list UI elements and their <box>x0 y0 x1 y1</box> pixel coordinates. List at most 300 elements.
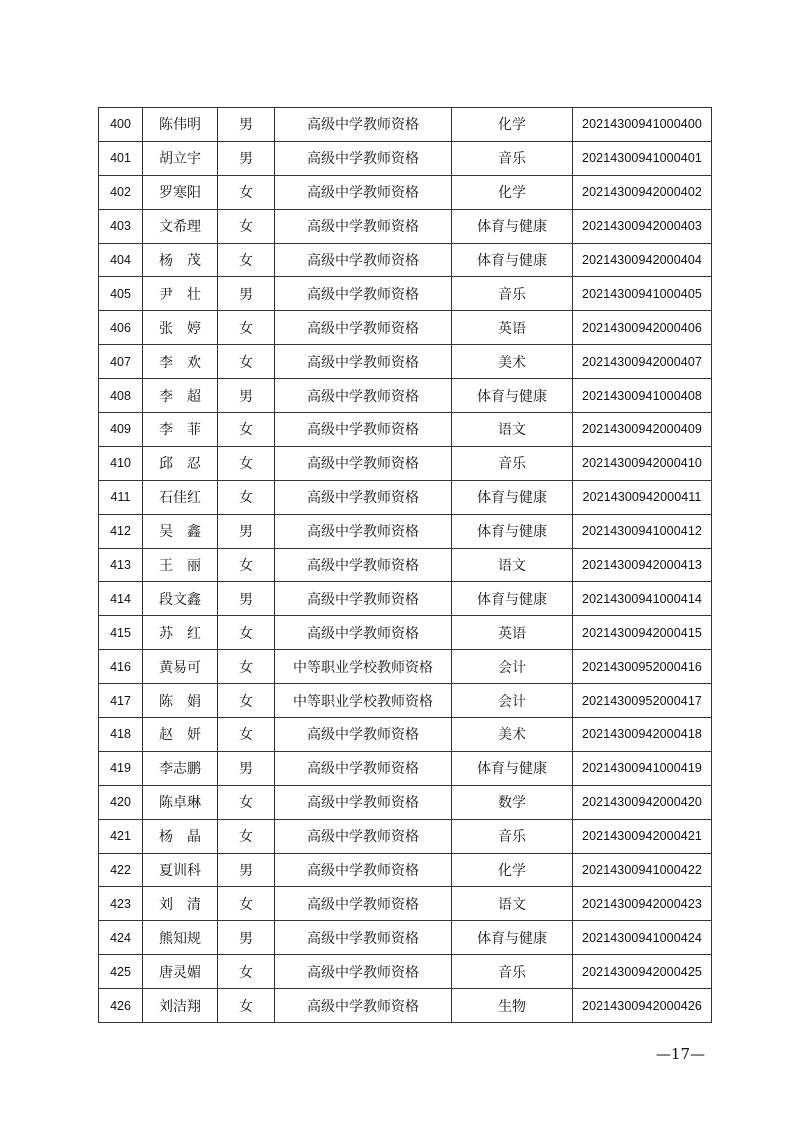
name-cell <box>143 684 218 718</box>
certificate-number-cell <box>573 853 712 887</box>
table-row <box>99 582 712 616</box>
row-number-text: 420 <box>110 795 131 810</box>
name-cell <box>143 718 218 752</box>
qualification-text: 高级中学教师资格 <box>307 558 419 575</box>
gender-cell <box>218 582 275 616</box>
name-cell <box>143 616 218 650</box>
name-text: 李菲 <box>159 422 215 439</box>
row-number-text: 414 <box>110 591 131 606</box>
name-text: 刘清 <box>159 896 215 913</box>
certificate-number-cell <box>573 379 712 413</box>
subject-text: 生物 <box>498 998 526 1015</box>
certificate-number-text: 20214300942000423 <box>582 896 702 911</box>
gender-text: 女 <box>239 422 253 439</box>
row-number-text: 412 <box>110 524 131 539</box>
gender-text: 女 <box>239 998 253 1015</box>
row-number-text: 411 <box>110 490 131 505</box>
table-row <box>99 921 712 955</box>
gender-cell <box>218 785 275 819</box>
gender-cell <box>218 175 275 209</box>
gender-cell <box>218 887 275 921</box>
row-number-text: 405 <box>110 286 131 301</box>
gender-cell <box>218 921 275 955</box>
qualification-cell <box>275 243 452 277</box>
row-number-cell <box>99 209 143 243</box>
certificate-number-text: 20214300942000407 <box>582 354 702 369</box>
gender-text: 男 <box>239 388 253 405</box>
gender-cell <box>218 413 275 447</box>
name-text: 熊知规 <box>159 930 201 947</box>
certificate-number-cell <box>573 108 712 142</box>
gender-text: 男 <box>239 930 253 947</box>
qualification-cell <box>275 209 452 243</box>
certificate-number-cell <box>573 141 712 175</box>
table-row <box>99 616 712 650</box>
row-number-cell <box>99 413 143 447</box>
name-cell <box>143 582 218 616</box>
row-number-text: 410 <box>110 456 131 471</box>
certificate-number-cell <box>573 446 712 480</box>
subject-text: 体育与健康 <box>477 591 547 608</box>
row-number-text: 409 <box>110 422 131 437</box>
subject-cell <box>452 955 573 989</box>
gender-text: 女 <box>239 490 253 507</box>
subject-cell <box>452 345 573 379</box>
name-cell <box>143 921 218 955</box>
certificate-number-text: 20214300942000418 <box>582 727 702 742</box>
name-cell <box>143 108 218 142</box>
name-cell <box>143 277 218 311</box>
qualification-text: 高级中学教师资格 <box>307 422 419 439</box>
certificate-number-text: 20214300941000422 <box>582 863 702 878</box>
name-text: 苏红 <box>159 625 215 642</box>
qualification-cell <box>275 819 452 853</box>
gender-cell <box>218 446 275 480</box>
certificate-number-text: 20214300942000413 <box>582 558 702 573</box>
qualification-cell <box>275 718 452 752</box>
gender-text: 女 <box>239 829 253 846</box>
row-number-cell <box>99 175 143 209</box>
certificate-number-cell <box>573 718 712 752</box>
name-cell <box>143 413 218 447</box>
name-text: 段文鑫 <box>159 591 201 608</box>
subject-cell <box>452 751 573 785</box>
subject-cell <box>452 921 573 955</box>
certificate-number-text: 20214300952000417 <box>582 693 702 708</box>
certificate-number-text: 20214300941000408 <box>582 388 702 403</box>
name-cell <box>143 650 218 684</box>
subject-text: 化学 <box>498 863 526 880</box>
subject-text: 体育与健康 <box>477 524 547 541</box>
certificate-number-cell <box>573 175 712 209</box>
certificate-number-cell <box>573 514 712 548</box>
gender-text: 男 <box>239 117 253 134</box>
qualification-cell <box>275 548 452 582</box>
certificate-number-cell <box>573 921 712 955</box>
subject-text: 语文 <box>498 558 526 575</box>
table-row <box>99 955 712 989</box>
row-number-text: 416 <box>110 659 131 674</box>
gender-cell <box>218 989 275 1023</box>
qualification-cell <box>275 955 452 989</box>
qualification-cell <box>275 413 452 447</box>
certificate-number-text: 20214300942000403 <box>582 219 702 234</box>
certificate-number-cell <box>573 616 712 650</box>
name-text: 夏训科 <box>159 863 201 880</box>
row-number-cell <box>99 887 143 921</box>
row-number-text: 417 <box>110 693 131 708</box>
table-row <box>99 514 712 548</box>
subject-text: 英语 <box>498 625 526 642</box>
row-number-cell <box>99 955 143 989</box>
table-row <box>99 141 712 175</box>
gender-cell <box>218 243 275 277</box>
row-number-text: 422 <box>110 863 131 878</box>
qualification-cell <box>275 751 452 785</box>
row-number-text: 413 <box>110 558 131 573</box>
subject-text: 体育与健康 <box>477 219 547 236</box>
certificate-number-text: 20214300942000406 <box>582 320 702 335</box>
qualification-cell <box>275 108 452 142</box>
gender-text: 女 <box>239 964 253 981</box>
name-cell <box>143 480 218 514</box>
certificate-number-text: 20214300942000426 <box>582 998 702 1013</box>
row-number-text: 408 <box>110 388 131 403</box>
subject-text: 数学 <box>498 795 526 812</box>
qualification-text: 高级中学教师资格 <box>307 286 419 303</box>
gender-cell <box>218 650 275 684</box>
gender-cell <box>218 751 275 785</box>
row-number-cell <box>99 514 143 548</box>
row-number-text: 425 <box>110 964 131 979</box>
gender-text: 男 <box>239 761 253 778</box>
gender-cell <box>218 345 275 379</box>
table-row <box>99 751 712 785</box>
certificate-number-cell <box>573 887 712 921</box>
gender-text: 女 <box>239 219 253 236</box>
qualification-cell <box>275 379 452 413</box>
qualification-cell <box>275 582 452 616</box>
subject-cell <box>452 582 573 616</box>
table-row <box>99 785 712 819</box>
name-text: 吴鑫 <box>159 524 215 541</box>
certificate-number-cell <box>573 548 712 582</box>
subject-cell <box>452 616 573 650</box>
certificate-number-text: 20214300942000409 <box>582 422 702 437</box>
gender-cell <box>218 955 275 989</box>
qualification-text: 高级中学教师资格 <box>307 863 419 880</box>
name-cell <box>143 446 218 480</box>
row-number-cell <box>99 548 143 582</box>
qualification-cell <box>275 989 452 1023</box>
row-number-text: 419 <box>110 761 131 776</box>
table-row <box>99 650 712 684</box>
gender-cell <box>218 616 275 650</box>
row-number-cell <box>99 480 143 514</box>
gender-cell <box>218 514 275 548</box>
subject-cell <box>452 514 573 548</box>
certificate-number-text: 20214300941000419 <box>582 761 702 776</box>
row-number-text: 421 <box>110 829 131 844</box>
roster-table-body <box>99 108 712 1023</box>
row-number-cell <box>99 684 143 718</box>
certificate-number-cell <box>573 345 712 379</box>
certificate-number-cell <box>573 650 712 684</box>
qualification-text: 高级中学教师资格 <box>307 727 419 744</box>
row-number-cell <box>99 311 143 345</box>
name-text: 李超 <box>159 388 215 405</box>
gender-cell <box>218 718 275 752</box>
name-cell <box>143 209 218 243</box>
table-row <box>99 243 712 277</box>
subject-cell <box>452 413 573 447</box>
subject-text: 化学 <box>498 185 526 202</box>
name-text: 赵妍 <box>159 727 215 744</box>
table-row <box>99 548 712 582</box>
subject-cell <box>452 718 573 752</box>
qualification-cell <box>275 277 452 311</box>
certificate-number-cell <box>573 243 712 277</box>
qualification-text: 高级中学教师资格 <box>307 219 419 236</box>
certificate-number-cell <box>573 785 712 819</box>
row-number-text: 407 <box>110 354 131 369</box>
row-number-cell <box>99 853 143 887</box>
qualification-cell <box>275 175 452 209</box>
gender-text: 女 <box>239 795 253 812</box>
row-number-cell <box>99 277 143 311</box>
qualification-cell <box>275 311 452 345</box>
qualification-cell <box>275 480 452 514</box>
table-row <box>99 379 712 413</box>
subject-text: 英语 <box>498 320 526 337</box>
subject-text: 美术 <box>498 727 526 744</box>
subject-text: 体育与健康 <box>477 388 547 405</box>
qualification-text: 高级中学教师资格 <box>307 625 419 642</box>
certificate-number-text: 20214300941000400 <box>582 117 702 132</box>
gender-text: 男 <box>239 591 253 608</box>
name-cell <box>143 887 218 921</box>
qualification-text: 高级中学教师资格 <box>307 456 419 473</box>
name-text: 文希理 <box>159 219 201 236</box>
gender-text: 男 <box>239 151 253 168</box>
gender-text: 女 <box>239 625 253 642</box>
row-number-text: 403 <box>110 219 131 234</box>
gender-text: 女 <box>239 727 253 744</box>
subject-cell <box>452 887 573 921</box>
subject-text: 会计 <box>498 693 526 710</box>
subject-cell <box>452 989 573 1023</box>
row-number-text: 426 <box>110 998 131 1013</box>
name-cell <box>143 853 218 887</box>
row-number-text: 406 <box>110 320 131 335</box>
qualification-cell <box>275 650 452 684</box>
subject-cell <box>452 446 573 480</box>
gender-text: 女 <box>239 456 253 473</box>
qualification-text: 高级中学教师资格 <box>307 185 419 202</box>
row-number-cell <box>99 141 143 175</box>
subject-text: 语文 <box>498 422 526 439</box>
subject-cell <box>452 141 573 175</box>
roster-table <box>98 107 712 1023</box>
table-row <box>99 853 712 887</box>
name-cell <box>143 819 218 853</box>
name-text: 罗寒阳 <box>159 185 201 202</box>
row-number-cell <box>99 582 143 616</box>
name-text: 杨晶 <box>159 829 215 846</box>
row-number-text: 400 <box>110 117 131 132</box>
certificate-number-cell <box>573 480 712 514</box>
certificate-number-text: 20214300941000412 <box>582 524 702 539</box>
name-cell <box>143 785 218 819</box>
qualification-text: 中等职业学校教师资格 <box>293 693 433 710</box>
name-text: 陈伟明 <box>159 117 201 134</box>
certificate-number-text: 20214300942000404 <box>582 253 702 267</box>
row-number-cell <box>99 751 143 785</box>
certificate-number-text: 20214300942000425 <box>582 964 702 979</box>
gender-text: 男 <box>239 863 253 880</box>
table-row <box>99 311 712 345</box>
qualification-text: 高级中学教师资格 <box>307 320 419 337</box>
row-number-text: 423 <box>110 896 131 911</box>
subject-text: 化学 <box>498 117 526 134</box>
subject-text: 语文 <box>498 896 526 913</box>
certificate-number-text: 20214300941000401 <box>582 151 702 166</box>
certificate-number-cell <box>573 413 712 447</box>
certificate-number-text: 20214300942000415 <box>582 625 702 640</box>
table-row <box>99 108 712 142</box>
name-cell <box>143 175 218 209</box>
subject-text: 体育与健康 <box>477 253 547 269</box>
qualification-text: 高级中学教师资格 <box>307 964 419 981</box>
row-number-text: 404 <box>110 253 131 267</box>
gender-text: 女 <box>239 558 253 575</box>
subject-cell <box>452 819 573 853</box>
certificate-number-text: 20214300942000421 <box>582 829 702 844</box>
qualification-text: 高级中学教师资格 <box>307 524 419 541</box>
qualification-text: 高级中学教师资格 <box>307 253 419 269</box>
row-number-cell <box>99 989 143 1023</box>
name-cell <box>143 243 218 277</box>
name-cell <box>143 345 218 379</box>
row-number-cell <box>99 921 143 955</box>
table-row <box>99 413 712 447</box>
subject-text: 体育与健康 <box>477 490 547 507</box>
qualification-text: 高级中学教师资格 <box>307 795 419 812</box>
certificate-number-cell <box>573 684 712 718</box>
qualification-text: 中等职业学校教师资格 <box>293 659 433 676</box>
page-number: —17— <box>655 1045 705 1063</box>
row-number-cell <box>99 819 143 853</box>
subject-text: 音乐 <box>498 286 526 303</box>
subject-cell <box>452 243 573 277</box>
subject-cell <box>452 209 573 243</box>
name-cell <box>143 379 218 413</box>
subject-cell <box>452 277 573 311</box>
gender-cell <box>218 277 275 311</box>
gender-cell <box>218 209 275 243</box>
name-text: 唐灵媚 <box>159 964 201 981</box>
table-row <box>99 345 712 379</box>
certificate-number-text: 20214300941000424 <box>582 930 702 945</box>
certificate-number-cell <box>573 311 712 345</box>
name-cell <box>143 311 218 345</box>
name-cell <box>143 548 218 582</box>
table-row <box>99 989 712 1023</box>
table-row <box>99 684 712 718</box>
certificate-number-cell <box>573 819 712 853</box>
certificate-number-cell <box>573 209 712 243</box>
gender-cell <box>218 480 275 514</box>
row-number-cell <box>99 379 143 413</box>
gender-text: 女 <box>239 185 253 202</box>
table-row <box>99 277 712 311</box>
gender-cell <box>218 819 275 853</box>
subject-text: 体育与健康 <box>477 761 547 778</box>
certificate-number-cell <box>573 751 712 785</box>
subject-text: 会计 <box>498 659 526 676</box>
qualification-text: 高级中学教师资格 <box>307 354 419 371</box>
gender-cell <box>218 108 275 142</box>
gender-cell <box>218 141 275 175</box>
subject-cell <box>452 785 573 819</box>
row-number-text: 415 <box>110 625 131 640</box>
qualification-cell <box>275 616 452 650</box>
certificate-number-cell <box>573 277 712 311</box>
row-number-text: 402 <box>110 185 131 200</box>
name-text: 邱忍 <box>159 456 215 473</box>
name-text: 张婷 <box>159 320 215 337</box>
gender-text: 女 <box>239 354 253 371</box>
qualification-text: 高级中学教师资格 <box>307 930 419 947</box>
gender-cell <box>218 853 275 887</box>
table-row <box>99 887 712 921</box>
subject-cell <box>452 684 573 718</box>
certificate-number-text: 20214300942000411 <box>582 490 702 505</box>
name-text: 刘洁翔 <box>159 998 201 1015</box>
subject-text: 美术 <box>498 354 526 371</box>
name-cell <box>143 141 218 175</box>
qualification-cell <box>275 141 452 175</box>
subject-text: 音乐 <box>498 151 526 168</box>
certificate-number-cell <box>573 582 712 616</box>
name-text: 李欢 <box>159 354 215 371</box>
gender-text: 男 <box>239 286 253 303</box>
qualification-text: 高级中学教师资格 <box>307 591 419 608</box>
subject-cell <box>452 650 573 684</box>
subject-text: 音乐 <box>498 456 526 473</box>
qualification-cell <box>275 785 452 819</box>
table-row <box>99 175 712 209</box>
subject-cell <box>452 108 573 142</box>
qualification-cell <box>275 446 452 480</box>
qualification-text: 高级中学教师资格 <box>307 896 419 913</box>
name-text: 杨茂 <box>159 253 215 269</box>
row-number-cell <box>99 345 143 379</box>
qualification-cell <box>275 345 452 379</box>
row-number-cell <box>99 243 143 277</box>
gender-cell <box>218 548 275 582</box>
gender-text: 女 <box>239 659 253 676</box>
subject-text: 音乐 <box>498 829 526 846</box>
table-row <box>99 819 712 853</box>
qualification-text: 高级中学教师资格 <box>307 117 419 134</box>
subject-cell <box>452 480 573 514</box>
qualification-cell <box>275 684 452 718</box>
qualification-cell <box>275 853 452 887</box>
name-text: 黄易可 <box>159 659 201 676</box>
name-text: 李志鹏 <box>159 761 201 778</box>
gender-text: 男 <box>239 524 253 541</box>
